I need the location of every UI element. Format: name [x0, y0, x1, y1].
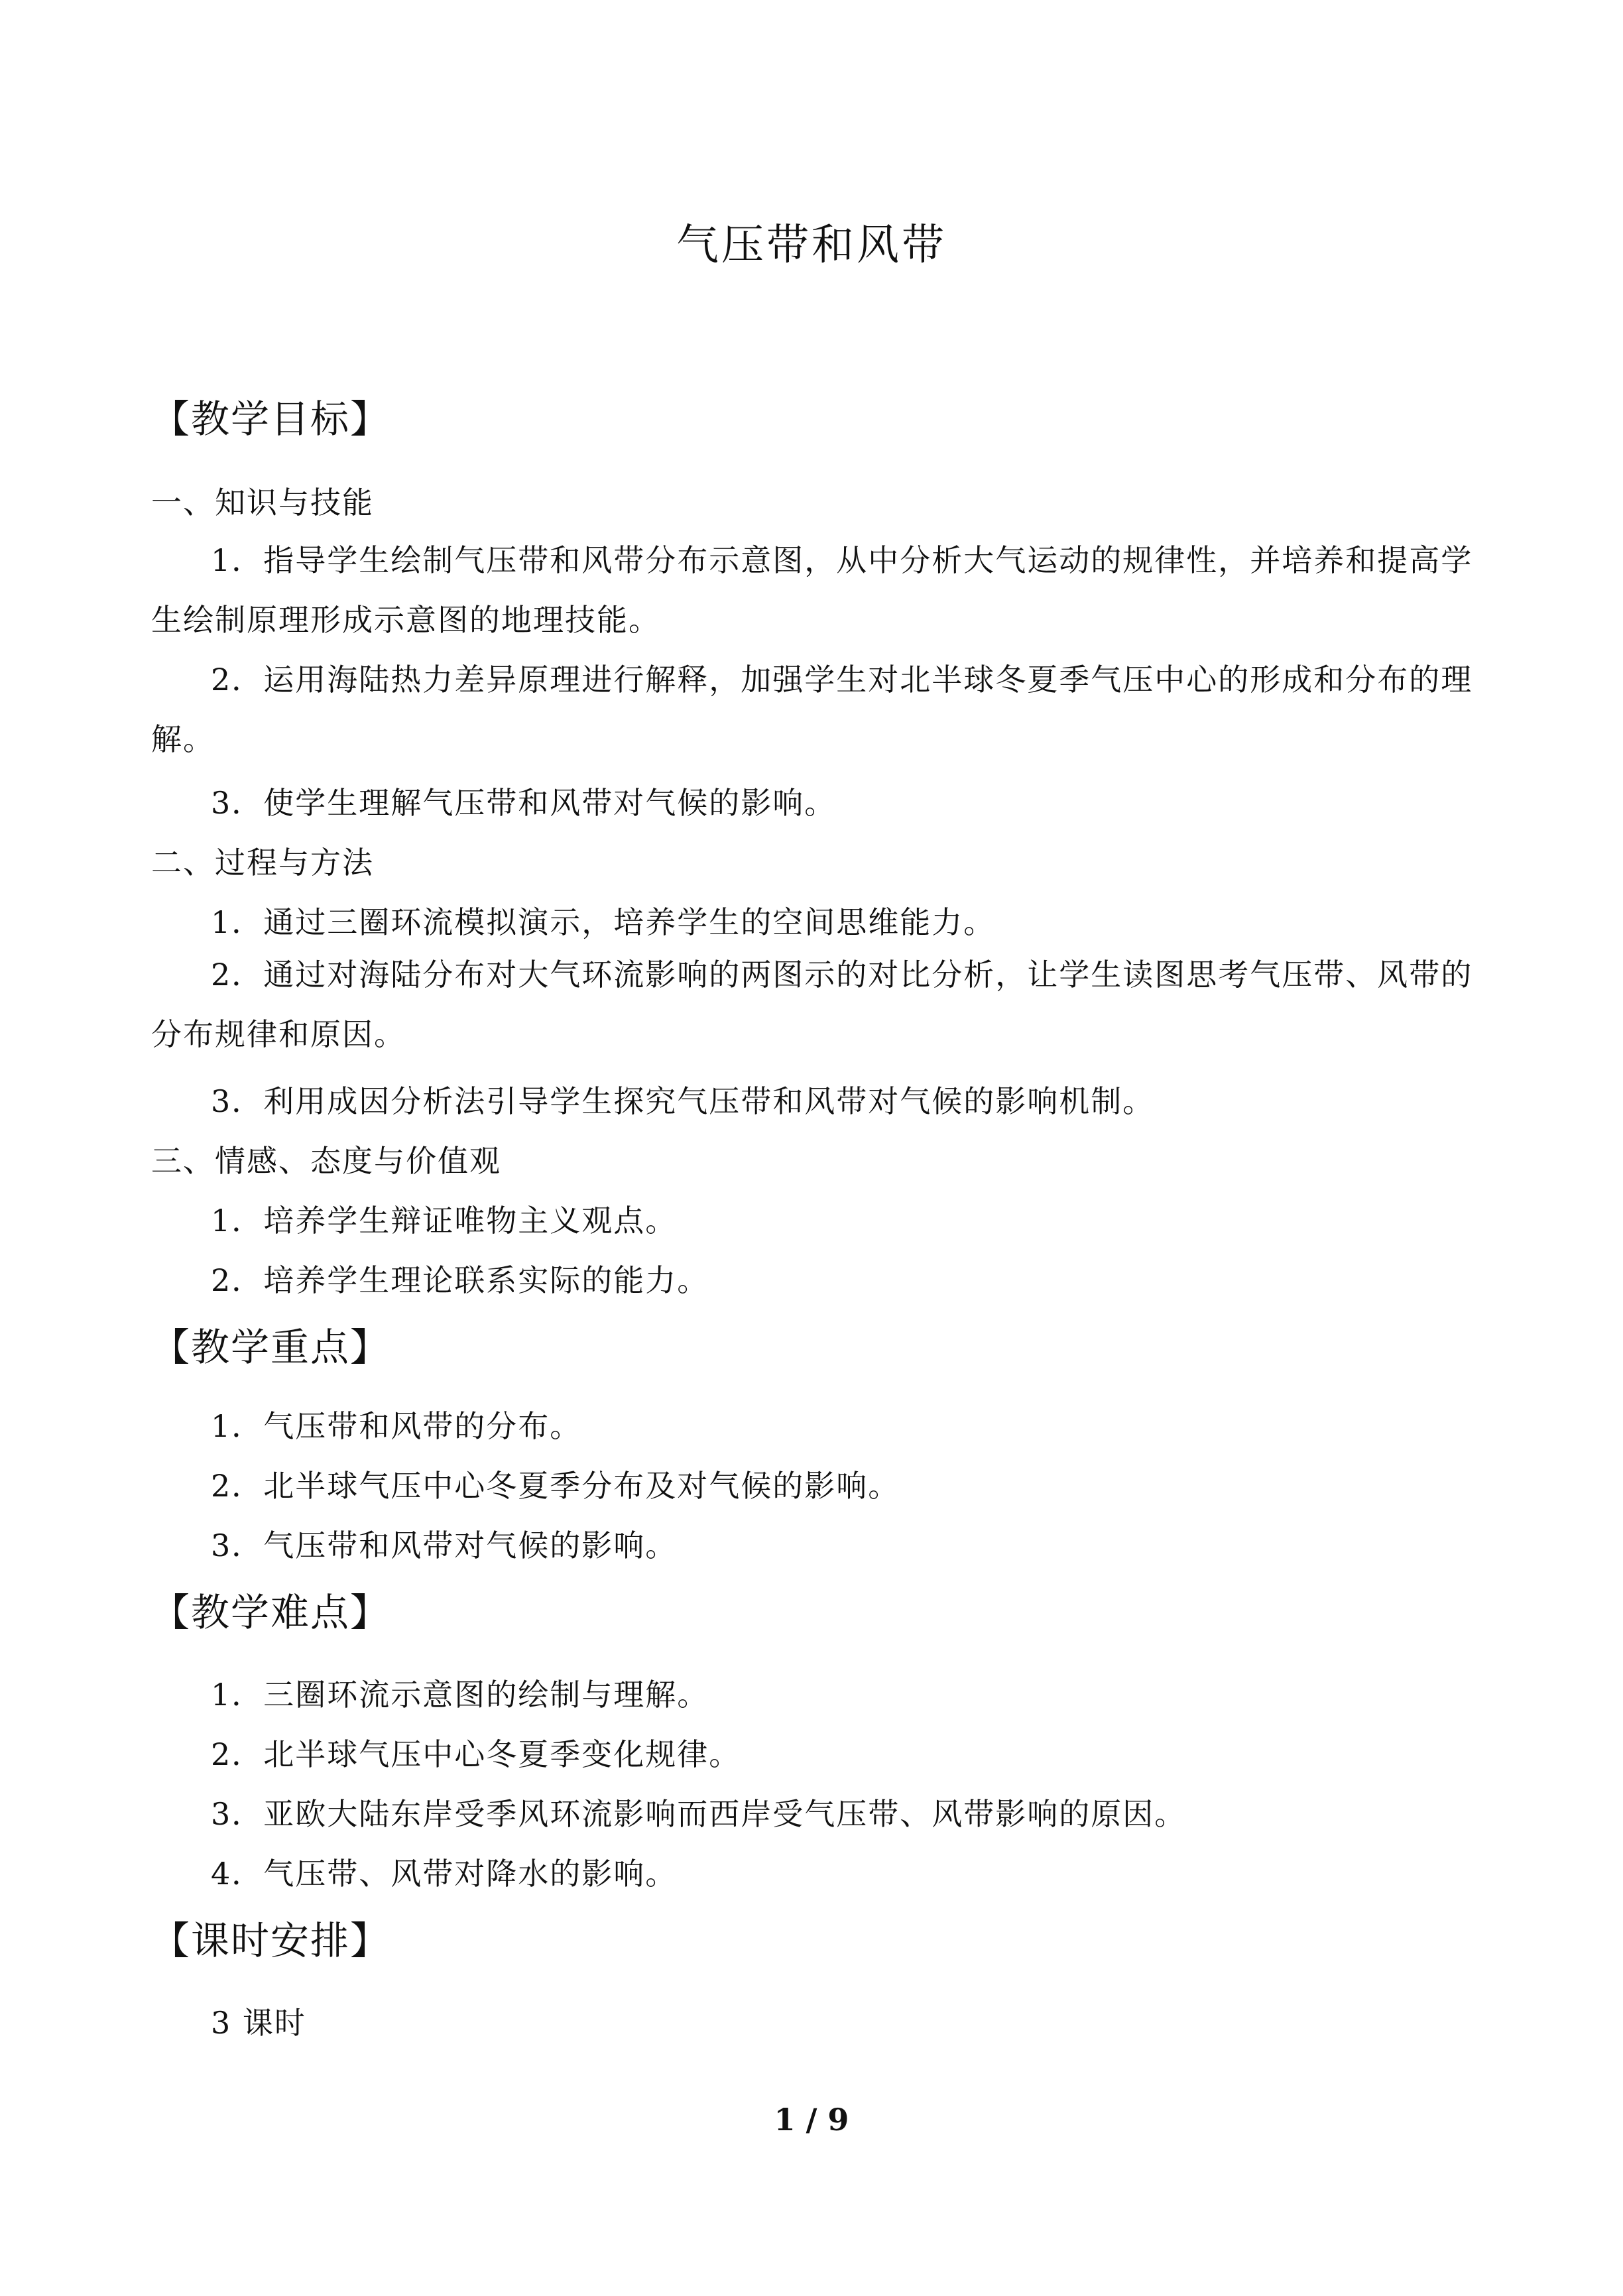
key-point-item-3: 3．气压带和风带对气候的影响。	[211, 1528, 678, 1563]
objective-values-item-1: 1．培养学生辩证唯物主义观点。	[211, 1203, 678, 1239]
key-point-item-2: 2．北半球气压中心冬夏季分布及对气候的影响。	[211, 1468, 900, 1504]
schedule-text: 3 课时	[211, 2005, 306, 2041]
objective-values-item-2: 2．培养学生理论联系实际的能力。	[211, 1262, 709, 1298]
difficulty-item-4: 4．气压带、风带对降水的影响。	[211, 1856, 678, 1892]
difficulty-item-3: 3．亚欧大陆东岸受季风环流影响而西岸受气压带、风带影响的原因。	[211, 1796, 1187, 1832]
section-heading-key-points: 【教学重点】	[151, 1325, 391, 1370]
page-number: 1 / 9	[774, 2102, 849, 2138]
objective-knowledge-item-2: 2．运用海陆热力差异原理进行解释，加强学生对北半球冬夏季气压中心的形成和分布的理解。	[151, 662, 1473, 757]
objective-process-item-2: 2．通过对海陆分布对大气环流影响的两图示的对比分析，让学生读图思考气压带、风带的分布规律和原因。	[151, 957, 1473, 1052]
section-heading-schedule: 【课时安排】	[151, 1918, 391, 1963]
subheading-process-methods: 二、过程与方法	[151, 845, 374, 880]
section-heading-difficulties: 【教学难点】	[151, 1590, 391, 1635]
subheading-knowledge-skills: 一、知识与技能	[151, 485, 374, 520]
document-title: 气压带和风带	[676, 221, 947, 270]
difficulty-item-2: 2．北半球气压中心冬夏季变化规律。	[211, 1736, 741, 1772]
objective-process-item-1: 1．通过三圈环流模拟演示，培养学生的空间思维能力。	[211, 904, 996, 940]
section-heading-objectives: 【教学目标】	[151, 396, 391, 442]
key-point-item-1: 1．气压带和风带的分布。	[211, 1408, 582, 1444]
objective-knowledge-item-3: 3．使学生理解气压带和风带对气候的影响。	[211, 785, 837, 821]
objective-knowledge-item-1: 1．指导学生绘制气压带和风带分布示意图，从中分析大气运动的规律性，并培养和提高学生绘制原理形成示意图的地理技能。	[151, 542, 1473, 638]
difficulty-item-1: 1．三圈环流示意图的绘制与理解。	[211, 1677, 709, 1713]
objective-process-item-3: 3．利用成因分析法引导学生探究气压带和风带对气候的影响机制。	[211, 1083, 1155, 1119]
subheading-values: 三、情感、态度与价值观	[151, 1143, 501, 1179]
